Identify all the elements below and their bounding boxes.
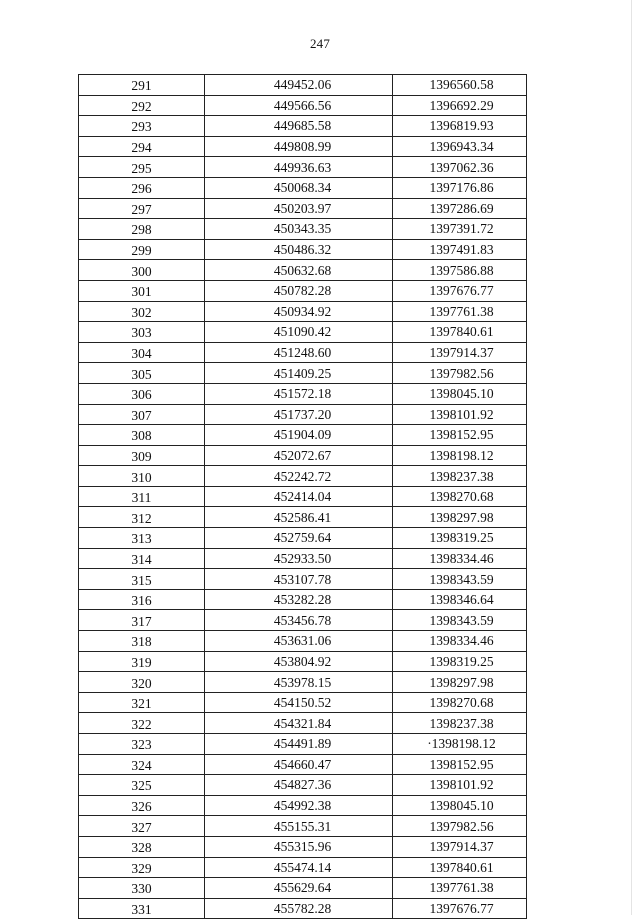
x-coordinate-cell: 449685.58 xyxy=(205,116,393,137)
table-row xyxy=(79,528,527,549)
point-number-cell: 330 xyxy=(79,878,205,899)
table-row xyxy=(79,898,527,919)
y-coordinate-cell: 1397491.83 xyxy=(393,239,527,260)
table-row xyxy=(79,404,527,425)
y-coordinate-cell: 1396943.34 xyxy=(393,136,527,157)
point-number-cell: 307 xyxy=(79,404,205,425)
y-coordinate-cell: 1397982.56 xyxy=(393,363,527,384)
y-coordinate-cell: 1398152.95 xyxy=(393,754,527,775)
table-row xyxy=(79,239,527,260)
table-row xyxy=(79,425,527,446)
point-number-cell: 305 xyxy=(79,363,205,384)
y-coordinate-cell: 1398297.98 xyxy=(393,672,527,693)
table-row xyxy=(79,95,527,116)
y-coordinate-cell: 1398198.12 xyxy=(393,445,527,466)
table-row xyxy=(79,177,527,198)
y-coordinate-cell: 1397676.77 xyxy=(393,898,527,919)
x-coordinate-cell: 450486.32 xyxy=(205,239,393,260)
table-row xyxy=(79,486,527,507)
y-coordinate-cell: 1397914.37 xyxy=(393,342,527,363)
point-number-cell: 325 xyxy=(79,775,205,796)
x-coordinate-cell: 455782.28 xyxy=(205,898,393,919)
y-coordinate-cell: 1398045.10 xyxy=(393,795,527,816)
table-row xyxy=(79,116,527,137)
x-coordinate-cell: 454827.36 xyxy=(205,775,393,796)
y-coordinate-cell: ·1398198.12 xyxy=(393,734,527,755)
x-coordinate-cell: 454150.52 xyxy=(205,692,393,713)
y-coordinate-cell: 1398237.38 xyxy=(393,713,527,734)
table-row xyxy=(79,363,527,384)
point-number-cell: 293 xyxy=(79,116,205,137)
point-number-cell: 324 xyxy=(79,754,205,775)
point-number-cell: 308 xyxy=(79,425,205,446)
point-number-cell: 304 xyxy=(79,342,205,363)
y-coordinate-cell: 1397391.72 xyxy=(393,219,527,240)
table-row xyxy=(79,713,527,734)
point-number-cell: 315 xyxy=(79,569,205,590)
point-number-cell: 317 xyxy=(79,610,205,631)
x-coordinate-cell: 453107.78 xyxy=(205,569,393,590)
table-row xyxy=(79,219,527,240)
y-coordinate-cell: 1398319.25 xyxy=(393,528,527,549)
table-row xyxy=(79,631,527,652)
x-coordinate-cell: 450343.35 xyxy=(205,219,393,240)
table-row xyxy=(79,816,527,837)
y-coordinate-cell: 1398237.38 xyxy=(393,466,527,487)
x-coordinate-cell: 450632.68 xyxy=(205,260,393,281)
y-coordinate-cell: 1397840.61 xyxy=(393,857,527,878)
x-coordinate-cell: 452586.41 xyxy=(205,507,393,528)
table-row xyxy=(79,548,527,569)
y-coordinate-cell: 1398346.64 xyxy=(393,589,527,610)
point-number-cell: 316 xyxy=(79,589,205,610)
point-number-cell: 294 xyxy=(79,136,205,157)
scan-edge-line xyxy=(631,0,632,915)
y-coordinate-cell: 1397286.69 xyxy=(393,198,527,219)
x-coordinate-cell: 451737.20 xyxy=(205,404,393,425)
y-coordinate-cell: 1397840.61 xyxy=(393,322,527,343)
table-row xyxy=(79,775,527,796)
table-row xyxy=(79,445,527,466)
table-row xyxy=(79,507,527,528)
y-coordinate-cell: 1397676.77 xyxy=(393,280,527,301)
point-number-cell: 331 xyxy=(79,898,205,919)
table-row xyxy=(79,836,527,857)
x-coordinate-cell: 455155.31 xyxy=(205,816,393,837)
x-coordinate-cell: 451409.25 xyxy=(205,363,393,384)
x-coordinate-cell: 453978.15 xyxy=(205,672,393,693)
table-row xyxy=(79,857,527,878)
x-coordinate-cell: 449808.99 xyxy=(205,136,393,157)
table-row xyxy=(79,136,527,157)
x-coordinate-cell: 453804.92 xyxy=(205,651,393,672)
x-coordinate-cell: 452759.64 xyxy=(205,528,393,549)
x-coordinate-cell: 449566.56 xyxy=(205,95,393,116)
point-number-cell: 291 xyxy=(79,75,205,96)
point-number-cell: 292 xyxy=(79,95,205,116)
point-number-cell: 299 xyxy=(79,239,205,260)
y-coordinate-cell: 1397914.37 xyxy=(393,836,527,857)
point-number-cell: 298 xyxy=(79,219,205,240)
y-coordinate-cell: 1398152.95 xyxy=(393,425,527,446)
y-coordinate-cell: 1398334.46 xyxy=(393,548,527,569)
point-number-cell: 302 xyxy=(79,301,205,322)
x-coordinate-cell: 453631.06 xyxy=(205,631,393,652)
table-row xyxy=(79,157,527,178)
y-coordinate-cell: 1398319.25 xyxy=(393,651,527,672)
point-number-cell: 301 xyxy=(79,280,205,301)
table-row xyxy=(79,342,527,363)
point-number-cell: 310 xyxy=(79,466,205,487)
table-row xyxy=(79,198,527,219)
table-row xyxy=(79,672,527,693)
point-number-cell: 303 xyxy=(79,322,205,343)
table-row xyxy=(79,692,527,713)
point-number-cell: 314 xyxy=(79,548,205,569)
point-number-cell: 320 xyxy=(79,672,205,693)
x-coordinate-cell: 450203.97 xyxy=(205,198,393,219)
y-coordinate-cell: 1398343.59 xyxy=(393,610,527,631)
table-row xyxy=(79,610,527,631)
y-coordinate-cell: 1398343.59 xyxy=(393,569,527,590)
x-coordinate-cell: 451572.18 xyxy=(205,383,393,404)
x-coordinate-cell: 450068.34 xyxy=(205,177,393,198)
table-row xyxy=(79,301,527,322)
y-coordinate-cell: 1398270.68 xyxy=(393,692,527,713)
x-coordinate-cell: 450782.28 xyxy=(205,280,393,301)
table-row xyxy=(79,466,527,487)
y-coordinate-cell: 1397761.38 xyxy=(393,878,527,899)
point-number-cell: 312 xyxy=(79,507,205,528)
y-coordinate-cell: 1396819.93 xyxy=(393,116,527,137)
point-number-cell: 295 xyxy=(79,157,205,178)
y-coordinate-cell: 1397761.38 xyxy=(393,301,527,322)
x-coordinate-cell: 455629.64 xyxy=(205,878,393,899)
y-coordinate-cell: 1397062.36 xyxy=(393,157,527,178)
x-coordinate-cell: 450934.92 xyxy=(205,301,393,322)
point-number-cell: 323 xyxy=(79,734,205,755)
point-number-cell: 322 xyxy=(79,713,205,734)
point-number-cell: 318 xyxy=(79,631,205,652)
y-coordinate-cell: 1398045.10 xyxy=(393,383,527,404)
table-body xyxy=(79,75,527,919)
table-row xyxy=(79,322,527,343)
table-row xyxy=(79,75,527,96)
table-row xyxy=(79,589,527,610)
x-coordinate-cell: 455315.96 xyxy=(205,836,393,857)
x-coordinate-cell: 455474.14 xyxy=(205,857,393,878)
point-number-cell: 319 xyxy=(79,651,205,672)
table-row xyxy=(79,383,527,404)
x-coordinate-cell: 453456.78 xyxy=(205,610,393,631)
point-number-cell: 327 xyxy=(79,816,205,837)
point-number-cell: 321 xyxy=(79,692,205,713)
table-row xyxy=(79,569,527,590)
x-coordinate-cell: 452414.04 xyxy=(205,486,393,507)
x-coordinate-cell: 451248.60 xyxy=(205,342,393,363)
x-coordinate-cell: 451904.09 xyxy=(205,425,393,446)
y-coordinate-cell: 1398101.92 xyxy=(393,404,527,425)
table-row xyxy=(79,734,527,755)
point-number-cell: 297 xyxy=(79,198,205,219)
y-coordinate-cell: 1397982.56 xyxy=(393,816,527,837)
y-coordinate-cell: 1398270.68 xyxy=(393,486,527,507)
table-row xyxy=(79,260,527,281)
x-coordinate-cell: 449452.06 xyxy=(205,75,393,96)
point-number-cell: 326 xyxy=(79,795,205,816)
table-row xyxy=(79,651,527,672)
table-row xyxy=(79,795,527,816)
y-coordinate-cell: 1397586.88 xyxy=(393,260,527,281)
y-coordinate-cell: 1396692.29 xyxy=(393,95,527,116)
x-coordinate-cell: 452933.50 xyxy=(205,548,393,569)
x-coordinate-cell: 454491.89 xyxy=(205,734,393,755)
y-coordinate-cell: 1398297.98 xyxy=(393,507,527,528)
x-coordinate-cell: 454992.38 xyxy=(205,795,393,816)
x-coordinate-cell: 451090.42 xyxy=(205,322,393,343)
y-coordinate-cell: 1396560.58 xyxy=(393,75,527,96)
point-number-cell: 309 xyxy=(79,445,205,466)
point-number-cell: 313 xyxy=(79,528,205,549)
x-coordinate-cell: 453282.28 xyxy=(205,589,393,610)
point-number-cell: 329 xyxy=(79,857,205,878)
point-number-cell: 306 xyxy=(79,383,205,404)
x-coordinate-cell: 449936.63 xyxy=(205,157,393,178)
table-row xyxy=(79,280,527,301)
page-number: 247 xyxy=(309,36,331,51)
point-number-cell: 300 xyxy=(79,260,205,281)
coordinates-table xyxy=(78,74,527,919)
y-coordinate-cell: 1398334.46 xyxy=(393,631,527,652)
table-row xyxy=(79,878,527,899)
point-number-cell: 296 xyxy=(79,177,205,198)
x-coordinate-cell: 454321.84 xyxy=(205,713,393,734)
point-number-cell: 311 xyxy=(79,486,205,507)
table-row xyxy=(79,754,527,775)
x-coordinate-cell: 452072.67 xyxy=(205,445,393,466)
y-coordinate-cell: 1398101.92 xyxy=(393,775,527,796)
point-number-cell: 328 xyxy=(79,836,205,857)
x-coordinate-cell: 452242.72 xyxy=(205,466,393,487)
x-coordinate-cell: 454660.47 xyxy=(205,754,393,775)
y-coordinate-cell: 1397176.86 xyxy=(393,177,527,198)
